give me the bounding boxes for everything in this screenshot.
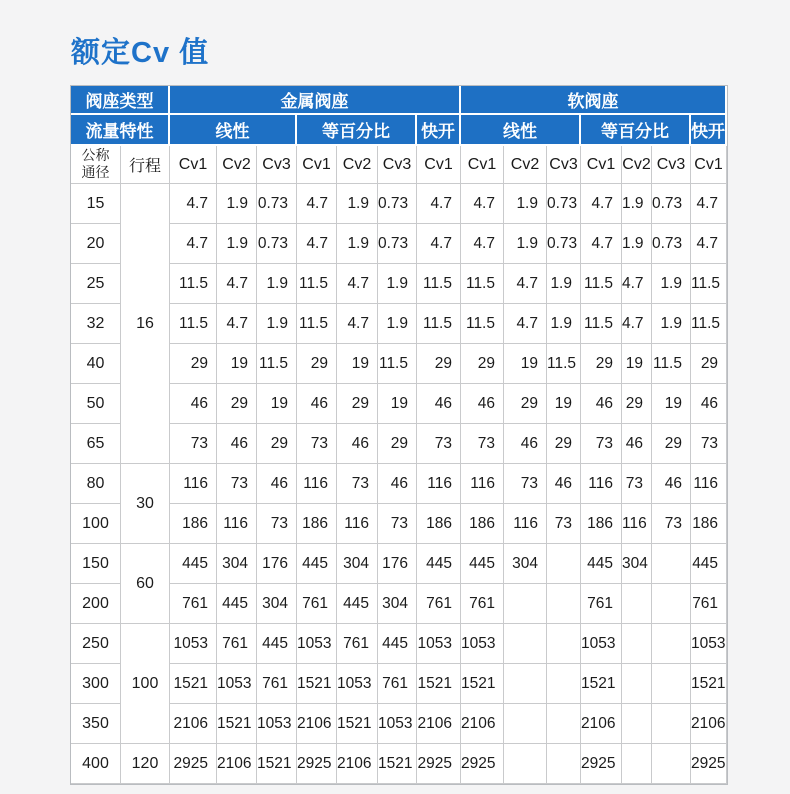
table-row: [71, 744, 727, 784]
cv-value-cell: 29: [691, 344, 727, 384]
cv-value-cell: 1.9: [257, 304, 297, 344]
nominal-diameter-cell: 250: [71, 624, 121, 664]
cv-value-cell: [504, 744, 547, 784]
cv-value-cell: 445: [378, 624, 417, 664]
cv-value-cell: 2925: [691, 744, 727, 784]
cv-value-cell: [547, 584, 581, 624]
cv-value-cell: 73: [417, 424, 461, 464]
cv-value-cell: 19: [337, 344, 378, 384]
cv-value-cell: 1.9: [378, 304, 417, 344]
cv-value-cell: 761: [257, 664, 297, 704]
cv-value-cell: 445: [170, 544, 217, 584]
cv-value-cell: 1053: [217, 664, 257, 704]
cv-value-cell: 11.5: [691, 264, 727, 304]
cv-value-cell: 73: [691, 424, 727, 464]
cv-value-cell: 19: [257, 384, 297, 424]
cv-value-cell: 46: [691, 384, 727, 424]
cv-value-cell: 4.7: [504, 304, 547, 344]
cv-value-cell: 11.5: [257, 344, 297, 384]
cv-column-header: Cv1: [417, 146, 461, 184]
cv-value-cell: 1053: [257, 704, 297, 744]
stroke-cell: 120: [121, 744, 170, 784]
table-row: [71, 584, 727, 624]
cv-value-cell: 11.5: [581, 264, 622, 304]
cv-value-cell: 29: [581, 344, 622, 384]
cv-value-cell: 1521: [691, 664, 727, 704]
cv-value-cell: [652, 624, 691, 664]
nominal-diameter-cell: 32: [71, 304, 121, 344]
cv-value-cell: 2106: [337, 744, 378, 784]
cv-value-cell: 46: [547, 464, 581, 504]
cv-value-cell: 304: [504, 544, 547, 584]
cv-value-cell: 1.9: [257, 264, 297, 304]
cv-value-cell: 11.5: [378, 344, 417, 384]
cv-value-cell: 0.73: [547, 184, 581, 224]
stroke-cell: 100: [121, 624, 170, 744]
cv-value-cell: 2106: [581, 704, 622, 744]
cv-value-cell: 73: [504, 464, 547, 504]
nominal-diameter-header-label: 公称通径: [81, 147, 110, 180]
cv-value-cell: 4.7: [622, 264, 652, 304]
cv-value-cell: 0.73: [257, 184, 297, 224]
cv-value-cell: 19: [547, 384, 581, 424]
metal-seat-header: 金属阀座: [170, 86, 461, 115]
cv-value-cell: 73: [217, 464, 257, 504]
table-row: [71, 704, 727, 744]
cv-value-cell: 1.9: [504, 184, 547, 224]
metal-equal-percentage-header: 等百分比: [297, 115, 417, 146]
stroke-cell: 30: [121, 464, 170, 544]
cv-value-cell: 1.9: [504, 224, 547, 264]
cv-value-cell: 445: [691, 544, 727, 584]
cv-value-cell: 29: [297, 344, 337, 384]
cv-value-cell: 46: [378, 464, 417, 504]
cv-value-cell: 1521: [337, 704, 378, 744]
cv-value-cell: 1521: [297, 664, 337, 704]
cv-value-cell: 761: [337, 624, 378, 664]
cv-value-cell: 4.7: [581, 224, 622, 264]
cv-value-cell: 1.9: [652, 304, 691, 344]
seat-type-header: 阀座类型: [71, 86, 170, 115]
cv-value-cell: 1521: [217, 704, 257, 744]
cv-value-cell: 1.9: [547, 264, 581, 304]
stroke-header: 行程: [121, 146, 170, 184]
cv-column-header: Cv1: [170, 146, 217, 184]
cv-header-row: [71, 146, 727, 184]
cv-value-cell: 11.5: [297, 264, 337, 304]
cv-value-cell: 4.7: [622, 304, 652, 344]
cv-value-cell: 19: [504, 344, 547, 384]
cv-value-cell: [504, 584, 547, 624]
cv-value-cell: [622, 664, 652, 704]
cv-value-cell: 29: [417, 344, 461, 384]
cv-value-cell: [652, 544, 691, 584]
table-row: [71, 384, 727, 424]
soft-equal-percentage-header: 等百分比: [581, 115, 691, 146]
cv-value-cell: 73: [257, 504, 297, 544]
cv-value-cell: [547, 704, 581, 744]
cv-value-cell: 1053: [581, 624, 622, 664]
cv-value-cell: 4.7: [170, 184, 217, 224]
cv-value-cell: 4.7: [217, 264, 257, 304]
cv-value-cell: 1521: [417, 664, 461, 704]
cv-value-cell: 445: [217, 584, 257, 624]
cv-value-cell: 29: [504, 384, 547, 424]
cv-value-cell: 761: [691, 584, 727, 624]
cv-value-cell: 445: [297, 544, 337, 584]
table-row: [71, 624, 727, 664]
cv-value-cell: 761: [297, 584, 337, 624]
cv-value-cell: 73: [170, 424, 217, 464]
nominal-diameter-cell: 300: [71, 664, 121, 704]
cv-value-cell: 1053: [417, 624, 461, 664]
cv-value-cell: 19: [378, 384, 417, 424]
cv-value-cell: 2925: [170, 744, 217, 784]
cv-value-cell: [622, 624, 652, 664]
header-row-flow-characteristic: [71, 115, 727, 146]
cv-value-cell: 4.7: [337, 304, 378, 344]
cv-value-cell: 1.9: [217, 224, 257, 264]
cv-value-cell: 46: [581, 384, 622, 424]
cv-value-cell: 0.73: [378, 224, 417, 264]
cv-value-cell: 2925: [461, 744, 504, 784]
cv-value-cell: [622, 744, 652, 784]
cv-value-cell: 73: [378, 504, 417, 544]
cv-value-cell: 2106: [217, 744, 257, 784]
cv-value-cell: 0.73: [652, 184, 691, 224]
cv-value-cell: 1.9: [547, 304, 581, 344]
table-row: [71, 544, 727, 584]
cv-value-cell: 4.7: [691, 184, 727, 224]
cv-value-cell: 46: [257, 464, 297, 504]
cv-value-cell: 1053: [378, 704, 417, 744]
cv-value-cell: 2106: [461, 704, 504, 744]
table-row: [71, 344, 727, 384]
cv-value-cell: 304: [217, 544, 257, 584]
cv-value-cell: 116: [170, 464, 217, 504]
cv-value-cell: 73: [622, 464, 652, 504]
table-row: [71, 184, 727, 224]
nominal-diameter-cell: 100: [71, 504, 121, 544]
cv-value-cell: 73: [337, 464, 378, 504]
cv-value-cell: 46: [217, 424, 257, 464]
cv-rating-table-container: [70, 85, 728, 785]
nominal-diameter-cell: 40: [71, 344, 121, 384]
cv-column-header: Cv2: [217, 146, 257, 184]
nominal-diameter-cell: 150: [71, 544, 121, 584]
cv-rating-table: [71, 86, 727, 784]
metal-quick-open-header: 快开: [417, 115, 461, 146]
cv-value-cell: 11.5: [417, 304, 461, 344]
cv-value-cell: 2106: [417, 704, 461, 744]
cv-value-cell: 11.5: [547, 344, 581, 384]
soft-quick-open-header: 快开: [691, 115, 727, 146]
cv-value-cell: 186: [691, 504, 727, 544]
nominal-diameter-cell: 65: [71, 424, 121, 464]
cv-value-cell: [622, 584, 652, 624]
cv-value-cell: 19: [652, 384, 691, 424]
cv-value-cell: [652, 704, 691, 744]
cv-value-cell: 29: [257, 424, 297, 464]
nominal-diameter-cell: 200: [71, 584, 121, 624]
cv-value-cell: 4.7: [461, 184, 504, 224]
cv-value-cell: 761: [461, 584, 504, 624]
cv-value-cell: 2106: [297, 704, 337, 744]
cv-value-cell: [622, 704, 652, 744]
table-row: [71, 504, 727, 544]
cv-value-cell: 116: [581, 464, 622, 504]
cv-column-header: Cv3: [652, 146, 691, 184]
cv-value-cell: [652, 584, 691, 624]
cv-value-cell: 186: [170, 504, 217, 544]
table-body: [71, 184, 727, 784]
cv-value-cell: 1053: [691, 624, 727, 664]
cv-column-header: Cv2: [337, 146, 378, 184]
cv-value-cell: 73: [461, 424, 504, 464]
cv-value-cell: 46: [417, 384, 461, 424]
cv-value-cell: 73: [581, 424, 622, 464]
cv-value-cell: 4.7: [297, 224, 337, 264]
nominal-diameter-cell: 20: [71, 224, 121, 264]
table-row: [71, 664, 727, 704]
table-row: [71, 224, 727, 264]
cv-value-cell: 761: [378, 664, 417, 704]
cv-value-cell: 11.5: [297, 304, 337, 344]
cv-value-cell: [504, 664, 547, 704]
cv-value-cell: 29: [170, 344, 217, 384]
cv-value-cell: 46: [461, 384, 504, 424]
cv-value-cell: 1.9: [622, 224, 652, 264]
cv-value-cell: 29: [547, 424, 581, 464]
cv-value-cell: 1.9: [217, 184, 257, 224]
nominal-diameter-cell: 350: [71, 704, 121, 744]
cv-value-cell: 73: [652, 504, 691, 544]
cv-value-cell: 29: [217, 384, 257, 424]
cv-value-cell: [652, 664, 691, 704]
cv-value-cell: 761: [170, 584, 217, 624]
cv-value-cell: 1053: [170, 624, 217, 664]
nominal-diameter-cell: 80: [71, 464, 121, 504]
cv-column-header: Cv1: [581, 146, 622, 184]
cv-value-cell: 304: [337, 544, 378, 584]
cv-value-cell: 445: [581, 544, 622, 584]
cv-value-cell: 0.73: [652, 224, 691, 264]
table-row: [71, 304, 727, 344]
cv-value-cell: 116: [691, 464, 727, 504]
cv-value-cell: 0.73: [378, 184, 417, 224]
cv-column-header: Cv3: [547, 146, 581, 184]
cv-value-cell: [547, 744, 581, 784]
cv-value-cell: 46: [170, 384, 217, 424]
flow-characteristic-header: 流量特性: [71, 115, 170, 146]
cv-value-cell: 116: [297, 464, 337, 504]
cv-value-cell: 1053: [297, 624, 337, 664]
cv-value-cell: 1053: [461, 624, 504, 664]
cv-value-cell: 11.5: [417, 264, 461, 304]
cv-value-cell: 1521: [170, 664, 217, 704]
cv-value-cell: [547, 624, 581, 664]
cv-value-cell: 304: [257, 584, 297, 624]
cv-column-header: Cv3: [257, 146, 297, 184]
soft-seat-header: 软阀座: [461, 86, 727, 115]
cv-value-cell: 1521: [581, 664, 622, 704]
cv-value-cell: 445: [337, 584, 378, 624]
table-row: [71, 464, 727, 504]
cv-value-cell: 11.5: [581, 304, 622, 344]
cv-value-cell: 186: [461, 504, 504, 544]
table-row: [71, 424, 727, 464]
cv-value-cell: 73: [297, 424, 337, 464]
cv-value-cell: 304: [622, 544, 652, 584]
cv-value-cell: 116: [217, 504, 257, 544]
cv-value-cell: 4.7: [217, 304, 257, 344]
cv-value-cell: 1.9: [622, 184, 652, 224]
cv-value-cell: 116: [337, 504, 378, 544]
cv-value-cell: 2925: [297, 744, 337, 784]
cv-value-cell: 29: [461, 344, 504, 384]
cv-value-cell: 11.5: [691, 304, 727, 344]
soft-linear-header: 线性: [461, 115, 581, 146]
cv-value-cell: 29: [378, 424, 417, 464]
cv-value-cell: 186: [297, 504, 337, 544]
cv-value-cell: 186: [417, 504, 461, 544]
nominal-diameter-cell: 50: [71, 384, 121, 424]
cv-value-cell: 761: [217, 624, 257, 664]
cv-value-cell: 4.7: [461, 224, 504, 264]
metal-linear-header: 线性: [170, 115, 297, 146]
cv-value-cell: 29: [622, 384, 652, 424]
cv-value-cell: 46: [652, 464, 691, 504]
cv-value-cell: 116: [417, 464, 461, 504]
cv-value-cell: 4.7: [504, 264, 547, 304]
cv-value-cell: 1053: [337, 664, 378, 704]
cv-value-cell: 19: [622, 344, 652, 384]
cv-value-cell: [504, 624, 547, 664]
cv-value-cell: [504, 704, 547, 744]
cv-value-cell: 445: [461, 544, 504, 584]
cv-value-cell: 1.9: [378, 264, 417, 304]
nominal-diameter-cell: 15: [71, 184, 121, 224]
cv-value-cell: 2106: [170, 704, 217, 744]
page-title: 额定Cv 值: [71, 37, 210, 69]
cv-value-cell: 1.9: [652, 264, 691, 304]
cv-value-cell: 46: [337, 424, 378, 464]
cv-value-cell: 11.5: [461, 304, 504, 344]
cv-value-cell: 445: [257, 624, 297, 664]
cv-column-header: Cv2: [622, 146, 652, 184]
cv-value-cell: 0.73: [257, 224, 297, 264]
cv-value-cell: 46: [504, 424, 547, 464]
cv-value-cell: [547, 544, 581, 584]
cv-value-cell: 761: [581, 584, 622, 624]
cv-column-header: Cv3: [378, 146, 417, 184]
cv-value-cell: 11.5: [170, 264, 217, 304]
cv-value-cell: 19: [217, 344, 257, 384]
cv-value-cell: 11.5: [461, 264, 504, 304]
cv-value-cell: 46: [297, 384, 337, 424]
cv-value-cell: [652, 744, 691, 784]
cv-column-header: Cv1: [297, 146, 337, 184]
cv-value-cell: 4.7: [337, 264, 378, 304]
cv-value-cell: 186: [581, 504, 622, 544]
stroke-cell: 60: [121, 544, 170, 624]
cv-column-header: Cv2: [504, 146, 547, 184]
cv-column-header: Cv1: [461, 146, 504, 184]
cv-value-cell: 2925: [417, 744, 461, 784]
cv-value-cell: 176: [257, 544, 297, 584]
cv-value-cell: 46: [622, 424, 652, 464]
nominal-diameter-cell: 25: [71, 264, 121, 304]
cv-value-cell: 4.7: [691, 224, 727, 264]
cv-value-cell: 2925: [581, 744, 622, 784]
cv-value-cell: 1521: [461, 664, 504, 704]
cv-column-header: Cv1: [691, 146, 727, 184]
cv-value-cell: 73: [547, 504, 581, 544]
cv-value-cell: 29: [652, 424, 691, 464]
cv-value-cell: 116: [504, 504, 547, 544]
cv-value-cell: 176: [378, 544, 417, 584]
cv-value-cell: 29: [337, 384, 378, 424]
cv-value-cell: [547, 664, 581, 704]
cv-value-cell: 11.5: [170, 304, 217, 344]
table-row: [71, 264, 727, 304]
cv-value-cell: 4.7: [581, 184, 622, 224]
cv-value-cell: 1521: [378, 744, 417, 784]
cv-value-cell: 1.9: [337, 184, 378, 224]
cv-value-cell: 761: [417, 584, 461, 624]
cv-value-cell: 1521: [257, 744, 297, 784]
header-row-seat-type: [71, 86, 727, 115]
cv-value-cell: 4.7: [417, 184, 461, 224]
nominal-diameter-header: [71, 146, 121, 184]
cv-value-cell: 0.73: [547, 224, 581, 264]
cv-value-cell: 11.5: [652, 344, 691, 384]
cv-value-cell: 4.7: [417, 224, 461, 264]
cv-value-cell: 116: [622, 504, 652, 544]
cv-value-cell: 445: [417, 544, 461, 584]
cv-value-cell: 116: [461, 464, 504, 504]
cv-value-cell: 4.7: [297, 184, 337, 224]
cv-value-cell: 4.7: [170, 224, 217, 264]
cv-value-cell: 304: [378, 584, 417, 624]
cv-value-cell: 2106: [691, 704, 727, 744]
stroke-cell: 16: [121, 184, 170, 464]
cv-value-cell: 1.9: [337, 224, 378, 264]
nominal-diameter-cell: 400: [71, 744, 121, 784]
